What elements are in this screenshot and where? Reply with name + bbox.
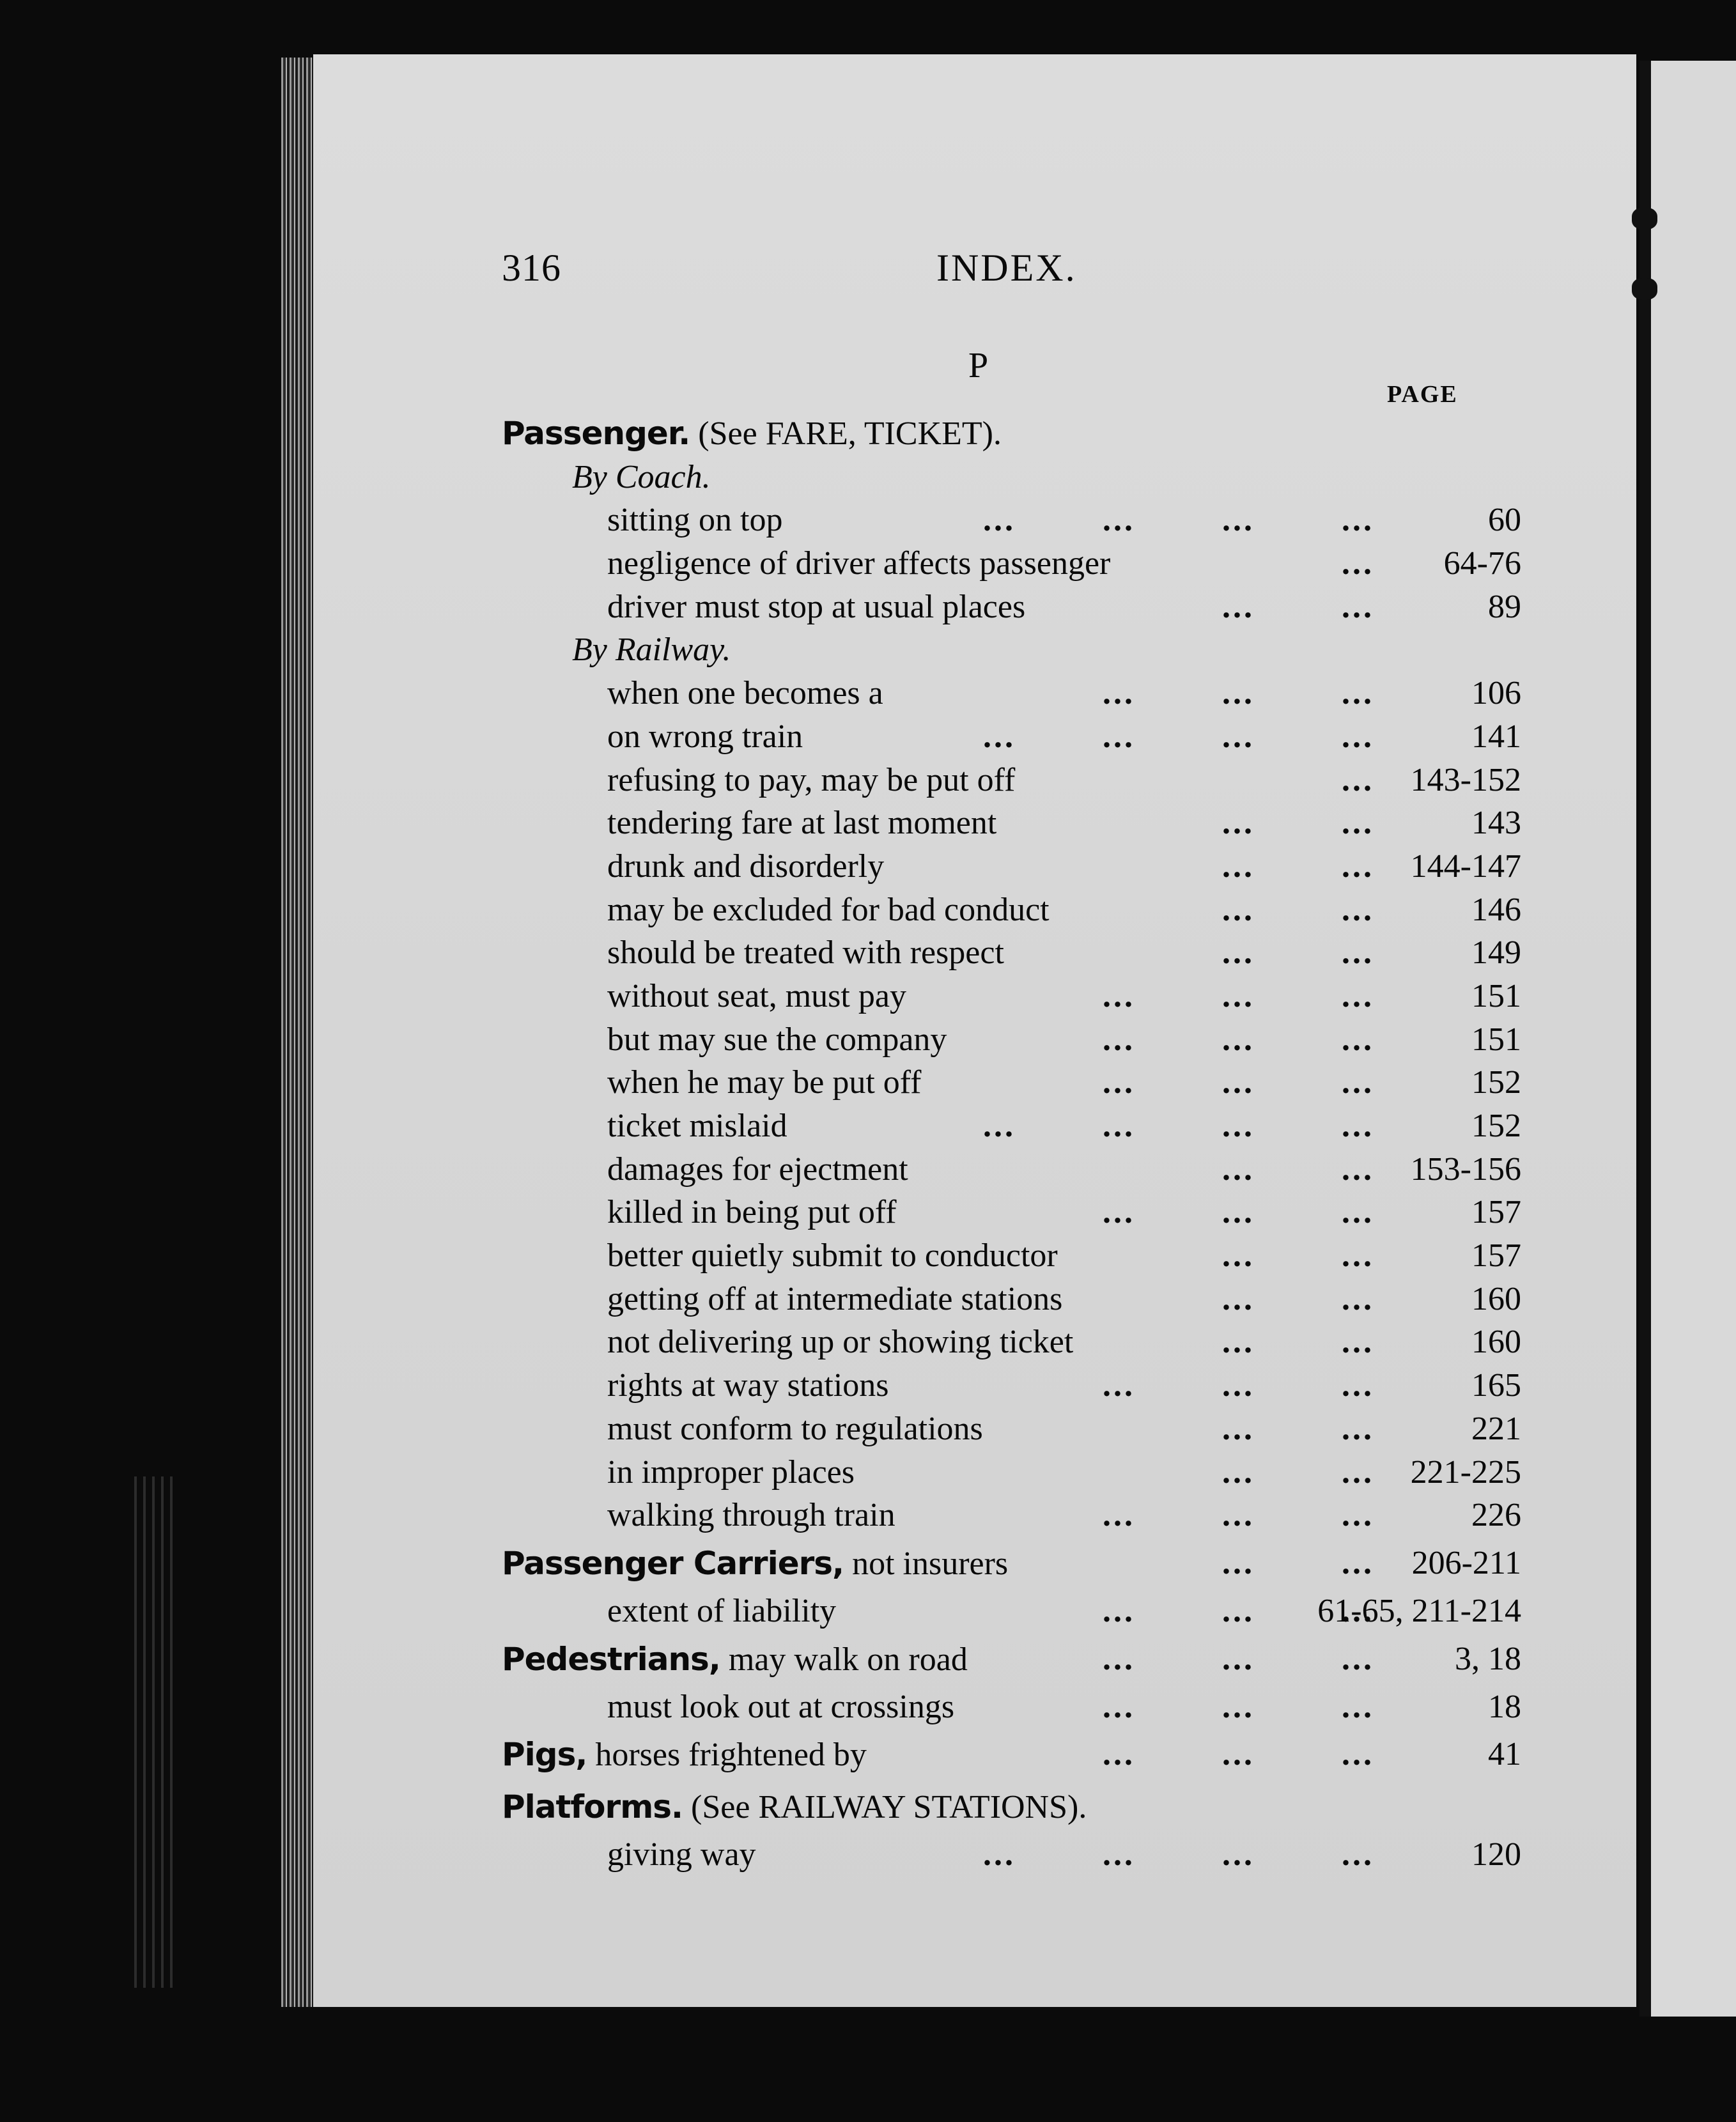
index-entry [313,975,1636,1018]
index-entry [313,1104,1636,1148]
index-entry [313,542,1636,585]
index-entry [313,412,1636,456]
entry-text [607,1494,895,1537]
leader-dots: ... ... [1222,934,1374,972]
index-entry [313,1407,1636,1451]
page-reference: 146 [1471,891,1521,928]
leader-dots: ... ... ... [1103,1021,1374,1058]
entry-text [502,1728,867,1781]
entry-label: damages for ejectment [607,1150,908,1188]
leader-dots: ... ... [1222,1544,1374,1581]
leader-dots: ... ... [1222,588,1374,625]
page-reference: 149 [1471,934,1521,972]
page-reference: 151 [1471,977,1521,1014]
index-entry [313,1590,1636,1633]
entry-label: should be treated with respect [607,934,1004,972]
entry-text [502,1781,1087,1834]
entry-text [607,802,996,845]
index-entry [313,1833,1636,1877]
entry-heading: Passenger. [502,415,690,452]
entry-label: tendering fare at last moment [607,805,997,842]
page-reference: 64-76 [1443,545,1521,582]
leader-dots: ... ... ... [1103,1194,1374,1231]
index-entry [313,1364,1636,1407]
entry-text [607,975,906,1018]
entry-heading: Platforms. [502,1788,683,1826]
index-entry [313,1320,1636,1364]
entry-text [502,1537,1008,1590]
index-entries [313,412,1636,1877]
index-entry [313,585,1636,629]
page-reference: 206-211 [1411,1544,1521,1581]
index-entry [313,1685,1636,1729]
leader-dots: ... ... ... [1103,1592,1374,1629]
entry-text [607,715,803,759]
index-entry [313,1148,1636,1191]
page-reference: 3, 18 [1455,1640,1521,1677]
entry-text [607,1278,1062,1321]
index-entry [313,499,1636,542]
leader-dots: ... [1342,545,1374,582]
leader-dots: ... ... ... ... [983,502,1374,539]
page-reference: 160 [1471,1280,1521,1317]
entry-text [607,1191,897,1234]
entry-text [607,1320,1073,1364]
book-edge-shadow [134,1476,173,1988]
entry-label: when he may be put off [607,1064,922,1101]
page-reference: 41 [1488,1736,1521,1773]
entry-label: on wrong train [607,718,803,755]
entry-label: walking through train [607,1497,895,1534]
index-entry [313,628,1636,672]
index-entry [313,802,1636,845]
entry-text [607,1364,889,1407]
index-entry [313,1494,1636,1537]
leader-dots: ... ... [1222,1453,1374,1491]
entry-label: must look out at crossings [607,1688,955,1725]
entry-label: not delivering up or showing ticket [607,1324,1074,1361]
page-reference: 106 [1471,675,1521,712]
leader-dots: ... ... ... [1103,1064,1374,1101]
entry-text [607,1234,1058,1278]
entry-text [607,672,883,715]
page-reference: 221-225 [1410,1453,1521,1491]
leader-dots: ... ... ... [1103,1497,1374,1534]
entry-text [502,1633,968,1686]
leader-dots: ... ... [1222,1237,1374,1274]
page-reference: 152 [1471,1064,1521,1101]
page-reference: 144-147 [1410,848,1521,885]
leader-dots: ... ... ... [1103,675,1374,712]
entry-text [607,1685,954,1729]
index-entry [313,715,1636,759]
entry-text [607,1833,756,1877]
entry-label: when one becomes a [607,675,883,712]
entry-text [502,412,1002,456]
entry-label: (See RAILWAY STATIONS). [683,1789,1087,1826]
page-reference: 160 [1471,1324,1521,1361]
index-entry [313,1728,1636,1781]
entry-text [607,1407,983,1451]
page-reference: 221 [1471,1410,1521,1447]
entry-label: refusing to pay, may be put off [607,761,1016,798]
entry-text [607,1590,836,1633]
page-number: 316 [502,247,561,289]
leader-dots: ... ... ... [1103,977,1374,1014]
entry-heading: Passenger Carriers, [502,1544,844,1582]
page-reference: 157 [1471,1237,1521,1274]
leader-dots: ... ... ... [1103,1736,1374,1773]
page-reference: 165 [1471,1367,1521,1404]
leader-dots: ... ... [1222,1280,1374,1317]
leader-dots: ... ... [1222,891,1374,928]
entry-label: must conform to regulations [607,1410,983,1447]
entry-text [607,542,1110,585]
entry-text [607,1018,947,1062]
entry-text [607,888,1050,932]
entry-label: sitting on top [607,502,783,539]
entry-label: negligence of driver affects passenger [607,545,1111,582]
binding-thread [1632,208,1657,229]
entry-text [607,931,1004,975]
index-entry [313,888,1636,932]
leader-dots: ... ... [1222,848,1374,885]
entry-label: may be excluded for bad conduct [607,891,1050,928]
facing-page-edge [1639,61,1736,2017]
index-entry [313,456,1636,499]
index-page [313,54,1636,2007]
entry-text [572,456,711,499]
entry-label: drunk and disorderly [607,848,885,885]
page-reference: 157 [1471,1194,1521,1231]
entry-text [607,759,1015,802]
entry-text [607,1061,921,1104]
entry-text [607,585,1025,629]
entry-label: killed in being put off [607,1194,897,1231]
entry-subheading: By Coach. [572,458,711,495]
entry-label: giving way [607,1836,756,1873]
page-reference: 152 [1471,1108,1521,1144]
leader-dots: ... [1342,761,1374,798]
entry-label: (See FARE, TICKET). [690,415,1002,452]
entry-label: rights at way stations [607,1367,889,1404]
page-reference: 120 [1471,1836,1521,1873]
index-entry [313,672,1636,715]
page-reference: 60 [1488,502,1521,539]
entry-text [607,1148,908,1191]
entry-text [572,628,731,672]
leader-dots: ... ... [1222,1410,1374,1447]
page-title: INDEX. [936,247,1077,289]
entry-heading: Pedestrians, [502,1640,720,1678]
page-reference: 151 [1471,1021,1521,1058]
entry-text [607,499,782,542]
index-entry [313,1191,1636,1234]
index-entry [313,759,1636,802]
index-entry [313,1537,1636,1590]
page-reference: 143-152 [1410,761,1521,798]
binding-thread [1632,278,1657,300]
page-column-label: PAGE [1387,381,1458,408]
page-reference: 141 [1471,718,1521,755]
entry-label: in improper places [607,1453,855,1491]
index-entry [313,1781,1636,1833]
entry-label: getting off at intermediate stations [607,1280,1063,1317]
page-reference: 89 [1488,588,1521,625]
index-entry [313,1633,1636,1685]
page-reference: 61-65, 211-214 [1317,1592,1521,1629]
index-entry [313,1018,1636,1062]
entry-label: without seat, must pay [607,977,906,1014]
index-entry [313,1061,1636,1104]
entry-label: ticket mislaid [607,1108,787,1144]
entry-label: may walk on road [720,1641,968,1678]
page-reference: 226 [1471,1497,1521,1534]
leader-dots: ... ... [1222,1324,1374,1361]
leader-dots: ... ... ... [1103,1367,1374,1404]
leader-dots: ... ... [1222,805,1374,842]
index-entry [313,931,1636,975]
entry-text [607,1451,855,1494]
index-entry [313,1451,1636,1494]
entry-subheading: By Railway. [572,631,731,669]
leader-dots: ... ... ... [1103,1688,1374,1725]
leader-dots: ... ... ... ... [983,1108,1374,1144]
entry-label: extent of liability [607,1592,837,1629]
entry-label: driver must stop at usual places [607,588,1026,625]
leader-dots: ... ... ... ... [983,1836,1374,1873]
page-reference: 153-156 [1410,1150,1521,1188]
entry-heading: Pigs, [502,1736,587,1774]
entry-label: better quietly submit to conductor [607,1237,1058,1274]
index-entry [313,845,1636,888]
page-reference: 18 [1488,1688,1521,1725]
entry-text [607,1104,787,1148]
entry-label: horses frightened by [587,1737,867,1774]
entry-label: not insurers [844,1545,1009,1582]
section-letter: P [968,346,989,385]
index-entry [313,1278,1636,1321]
leader-dots: ... ... [1222,1150,1374,1188]
leader-dots: ... ... ... [1103,1640,1374,1677]
entry-text [607,845,884,888]
leader-dots: ... ... ... ... [983,718,1374,755]
entry-label: but may sue the company [607,1021,947,1058]
index-entry [313,1234,1636,1278]
page-reference: 143 [1471,805,1521,842]
